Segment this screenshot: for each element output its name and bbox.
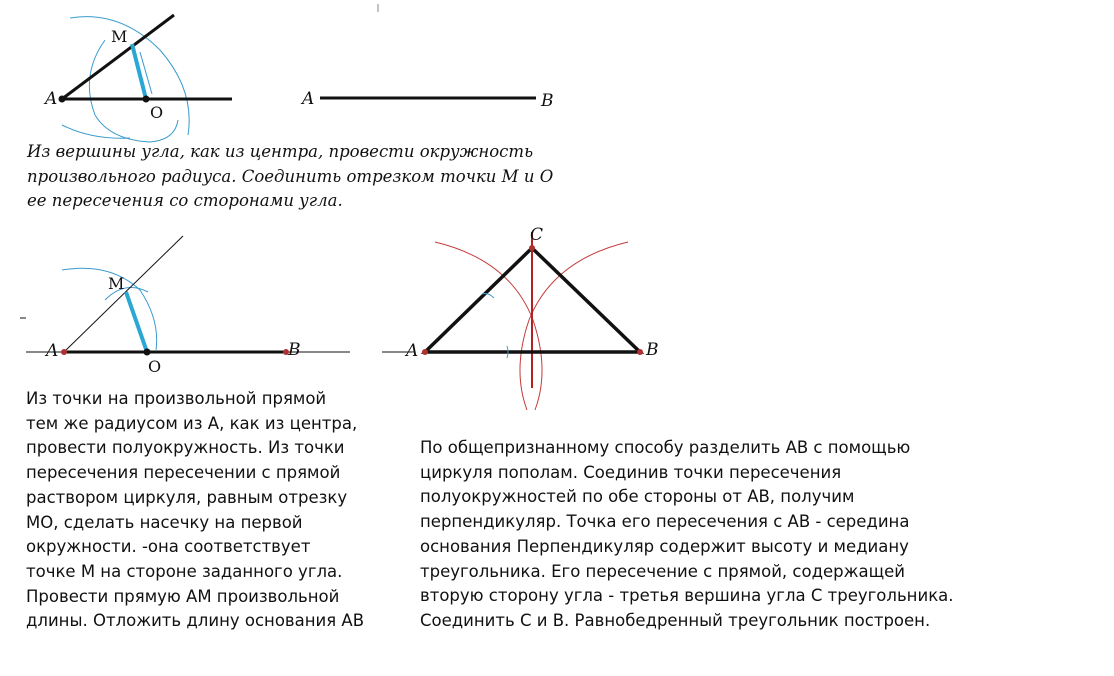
- figure-angle-construction: [43, 15, 232, 142]
- figure-given-segment: [300, 89, 554, 111]
- point-a: [59, 96, 66, 103]
- label-o: O: [150, 103, 164, 122]
- segment-mo: [132, 44, 146, 99]
- point-o: [143, 96, 150, 103]
- label-b: B: [288, 340, 301, 360]
- angle-side-am: [64, 236, 183, 352]
- label-m: M: [108, 274, 125, 293]
- construction-arc-large: [70, 17, 189, 135]
- label-b: B: [541, 91, 554, 111]
- segment-mo: [126, 292, 147, 352]
- label-o: O: [148, 357, 162, 376]
- figure-isosceles-triangle: [382, 225, 659, 410]
- label-a: A: [45, 89, 58, 109]
- figure-angle-copy: [20, 236, 350, 376]
- instruction-step-1: Из вершины угла, как из центра, провести окружность произвольного радиуса. Соединить отрезком точки М и О ее пересечения со сторонами угла.: [27, 142, 554, 210]
- point-o: [144, 349, 151, 356]
- instruction-step-3: По общепризнанному способу разделить АВ с помощью циркуля пополам. Соединив точки пересечения полуокружностей по обе стороны от АВ, получим перпендикуляр. Точка его пересечения с АВ - середина основания Перпендикуляр содержит высоту и медиану треугольника. Его пересечение с прямой, содержащей вторую сторону угла - третья вершина угла С треугольника. Соединить С и В. Равнобедренный треугольник построен.: [420, 438, 954, 630]
- label-b: B: [646, 340, 659, 360]
- point-a: [422, 349, 428, 355]
- label-a: A: [406, 341, 419, 361]
- instruction-step-2: Из точки на произвольной прямой тем же радиусом из А, как из центра, провести полуокружность. Из точки пересечения пересечении с прямой раствором циркуля, равным отрезку МО, сделать насечку на первой окружности. -она соответствует точке М на стороне заданного угла. Провести прямую АМ произвольной длины. Отложить длину основания АВ: [26, 389, 365, 631]
- label-a: A: [302, 89, 315, 109]
- label-c: C: [530, 225, 544, 245]
- label-m: M: [111, 27, 128, 46]
- point-b: [637, 349, 643, 355]
- label-a: A: [46, 341, 59, 361]
- point-c: [529, 245, 535, 251]
- point-a: [61, 349, 67, 355]
